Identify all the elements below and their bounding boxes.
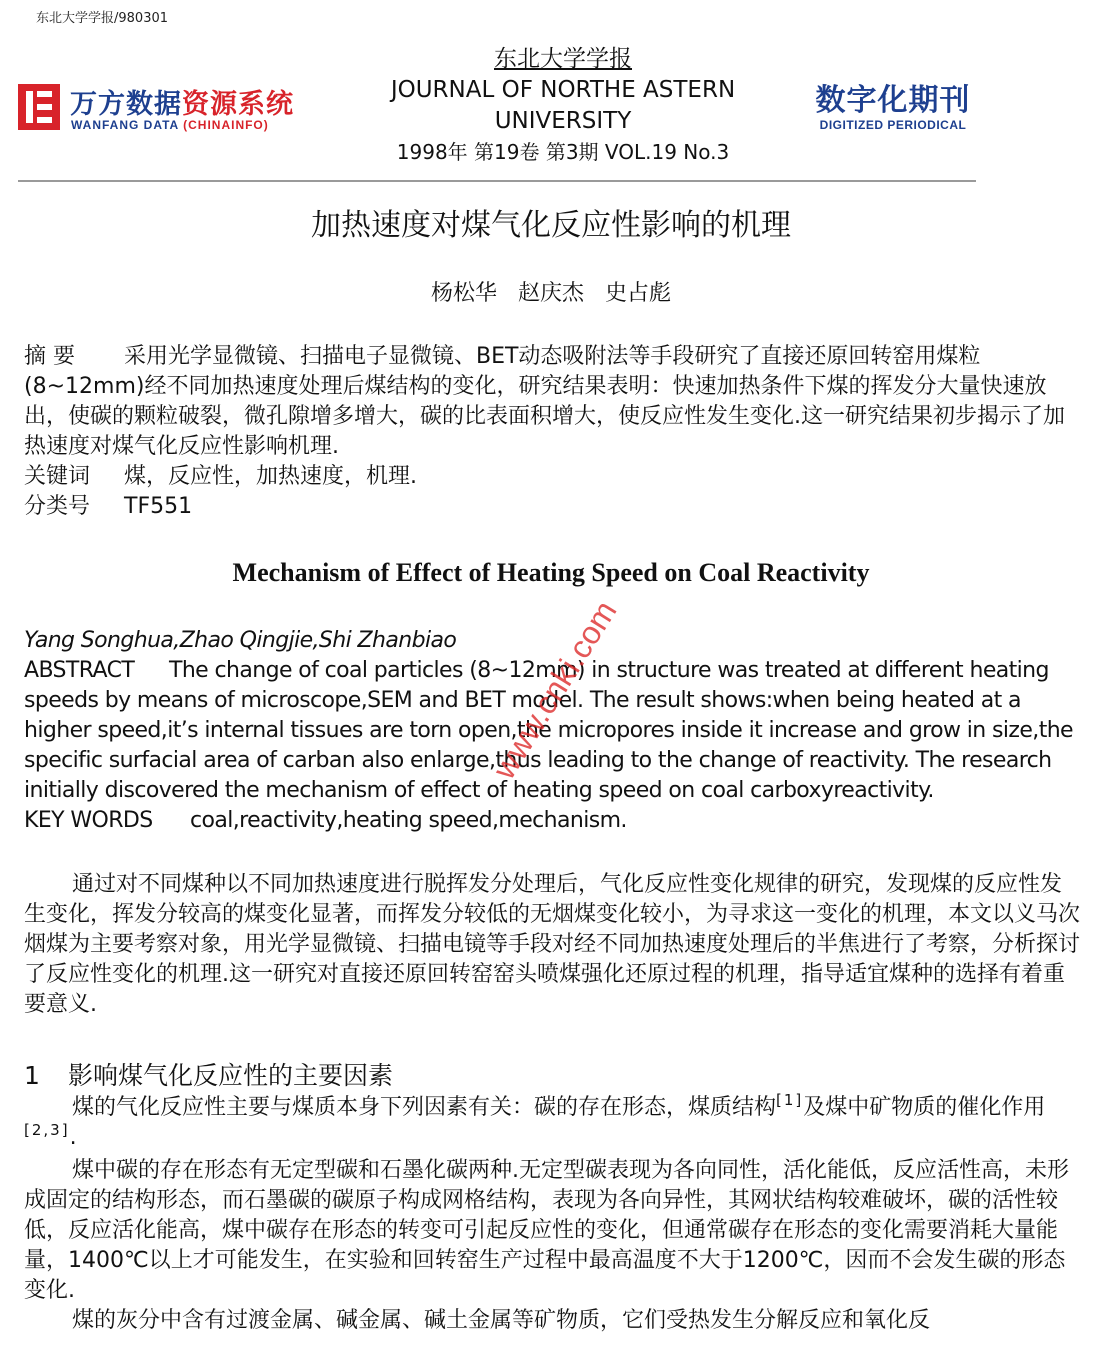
section-1-paragraph-3: 煤的灰分中含有过渡金属、碱金属、碱土金属等矿物质，它们受热发生分解反应和氧化反 — [72, 1308, 931, 1333]
abstract-text-cn: 采用光学显微镜、扫描电子显微镜、BET动态吸附法等手段研究了直接还原回转窑用煤粒(8~12mm)经不同加热速度处理后煤结构的变化，研究结果表明：快速加热条件下煤的挥发分大量快速放出，使碳的颗粒破裂，微孔隙增多增大，碳的比表面积增大，使反应性发生变化.这一研究结果初步揭示了加热速度对煤气化反应性影响机理. — [24, 344, 1065, 459]
paper-authors-cn: 杨松华 赵庆杰 史占彪 — [431, 281, 671, 306]
introduction-paragraph: 通过对不同煤种以不同加热速度进行脱挥发分处理后，气化反应性变化规律的研究，发现煤的反应性发生变化，挥发分较高的煤变化显著，而挥发分较低的无烟煤变化较小，为寻求这一变化的机理，本文以义马次烟煤为主要考察对象，用光学显微镜、扫描电镜等手段对经不同加热速度处理后的半焦进行了考察，分析探讨了反应性变化的机理.这一研究对直接还原回转窑窑头喷煤强化还原过程的机理，指导适宜煤种的选择有着重要意义. — [24, 872, 1081, 1017]
wanfang-logo-text: 万方数据资源系统 — [70, 89, 294, 120]
abstract-label-en: ABSTRACT — [24, 658, 135, 683]
digitized-logo-subtext: DIGITIZED PERIODICAL — [819, 118, 967, 132]
section-1-paragraph-2: 煤中碳的存在形态有无定型碳和石墨化碳两种.无定型碳表现为各向同性，活化能低，反应活性高，未形成固定的结构形态，而石墨碳的碳原子构成网格结构，表现为各向异性，其网状结构较难破坏，碳的活性较低，反应活化能高，煤中碳存在形态的转变可引起反应性的变化，但通常碳存在形态的变化需要消耗大量能量，1400℃以上才可能发生，在实验和回转窑生产过程中最高温度不大于1200℃，因而不会发生碳的形态变化. — [24, 1158, 1069, 1303]
abstract-cn-section — [24, 342, 1080, 522]
keywords-label-en: KEY WORDS — [24, 808, 153, 833]
classification-cn — [24, 492, 1080, 522]
journal-masthead — [360, 44, 766, 168]
keywords-cn — [24, 462, 1080, 492]
digitized-logo-text: 数字化期刊 — [815, 83, 971, 118]
abstract-label-cn: 摘 要 — [24, 344, 75, 369]
wanfang-logo-icon — [18, 84, 60, 130]
keywords-en — [24, 806, 1080, 836]
section-1-heading — [24, 1056, 393, 1092]
paper-title-en: Mechanism of Effect of Heating Speed on Coal Reactivity — [232, 558, 870, 587]
section-1-title: 影响煤气化反应性的主要因素 — [68, 1061, 394, 1090]
digitized-periodical-logo[interactable] — [803, 84, 983, 136]
header-divider — [18, 180, 976, 182]
keywords-label-cn: 关键词 — [24, 464, 91, 489]
section-1-number: 1 — [24, 1061, 40, 1090]
citation-ref-2-3[interactable]: [2,3] — [24, 1121, 70, 1139]
journal-name-en-line2: UNIVERSITY — [494, 108, 632, 134]
source-label: 东北大学学报/980301 — [36, 11, 169, 26]
keywords-text-cn: 煤，反应性，加热速度，机理. — [124, 464, 417, 489]
paper-title-cn: 加热速度对煤气化反应性影响的机理 — [311, 208, 791, 243]
keywords-text-en: coal,reactivity,heating speed,mechanism. — [190, 808, 627, 833]
paper-authors-en: Yang Songhua,Zhao Qingjie,Shi Zhanbiao — [24, 628, 457, 653]
journal-issue: 1998年 第19卷 第3期 VOL.19 No.3 — [396, 140, 730, 164]
class-text-cn: TF551 — [124, 494, 193, 519]
journal-name-en-line1: JOURNAL OF NORTHE ASTERN — [390, 77, 736, 103]
wanfang-data-logo[interactable] — [18, 84, 330, 132]
watermark-text: www.cnki.com — [485, 594, 624, 786]
section-1-paragraph-1: 煤的气化反应性主要与煤质本身下列因素有关：碳的存在形态，煤质结构[1]及煤中矿物质的催化作用[2,3]. — [24, 1091, 1046, 1150]
class-label-cn: 分类号 — [24, 494, 91, 519]
abstract-text-en: The change of coal particles (8~12mm) in structure was treated at different heating speeds by means of microscope,SEM and BET model. The result shows:when being heated at a higher speed,it’s internal tissues are torn open,the micropores inside it increase and grow in size,the specific surfacial area of carban also enlarge,thus leading to the change of reactivity. The research initially discovered the mechanism of effect of heating speed on coal carboxyreactivity. — [24, 658, 1073, 803]
journal-name-cn[interactable]: 东北大学学报 — [494, 46, 632, 72]
abstract-cn — [24, 342, 1080, 462]
citation-ref-1[interactable]: [1] — [776, 1091, 804, 1109]
wanfang-logo-subtext: WANFANG DATA (CHINAINFO) — [71, 118, 269, 132]
